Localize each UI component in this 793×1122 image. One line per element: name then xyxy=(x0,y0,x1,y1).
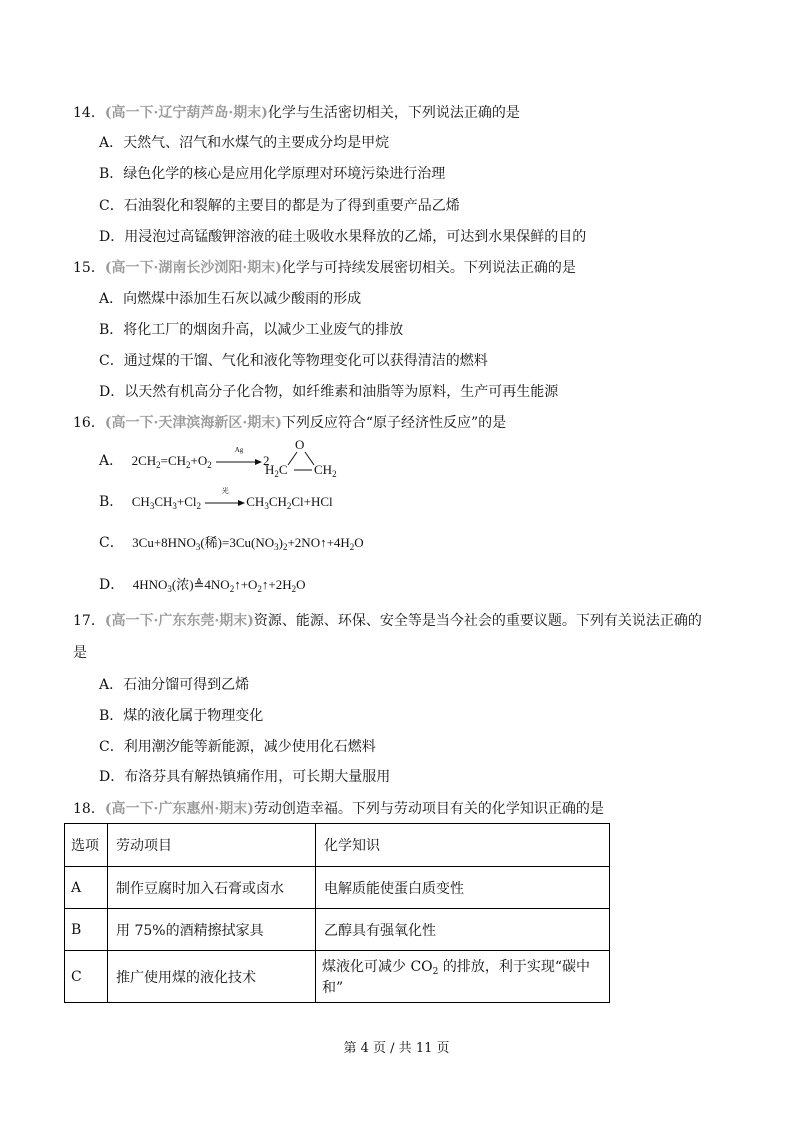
question-number: 14． xyxy=(73,105,105,121)
eq-term: O xyxy=(354,535,364,550)
option-label: C． xyxy=(99,535,124,551)
equation-d xyxy=(133,577,306,592)
table-row xyxy=(65,867,610,909)
eq-subscript: 2 xyxy=(291,584,297,594)
question-text: 劳动创造幸福。下列与劳动项目有关的化学知识正确的是 xyxy=(253,801,604,817)
eq-term: 2CH xyxy=(131,453,157,468)
question-number: 16． xyxy=(73,415,105,431)
table-cell-project: 推广使用煤的液化技术 xyxy=(108,951,316,1003)
eq-subscript: 3 xyxy=(172,501,177,511)
table-header-cell: 选项 xyxy=(65,824,108,867)
eq-term: +Cl xyxy=(176,494,197,509)
question-source: (高一下·湖南长沙浏阳·期末) xyxy=(104,260,282,276)
question-16-stem xyxy=(73,413,506,433)
option-d: D．布洛芬具有解热镇痛作用，可长期大量服用 xyxy=(99,769,391,785)
table-cell-option: B xyxy=(65,909,108,951)
eq-subscript: 2 xyxy=(257,584,262,594)
reaction-arrow xyxy=(216,446,262,468)
eq-subscript: 2 xyxy=(349,542,355,552)
question-text: 化学与生活密切相关，下列说法正确的是 xyxy=(267,105,520,121)
eq-subscript: 3 xyxy=(167,584,172,594)
option-b: B．煤的液化属于物理变化 xyxy=(99,708,264,724)
arrow-condition: Ag xyxy=(234,446,244,455)
arrow-condition: 光 xyxy=(221,487,229,496)
table-cell-project: 制作豆腐时加入石膏或卤水 xyxy=(108,867,316,909)
eq-subscript: 3 xyxy=(274,542,279,552)
question-text: 资源、能源、环保、安全等是当今社会的重要议题。下列有关说法正确的 xyxy=(253,613,702,629)
eq-subscript: 2 xyxy=(286,501,292,511)
question-number: 15． xyxy=(73,260,105,276)
eq-term: +O xyxy=(190,453,208,468)
labor-knowledge-table xyxy=(64,823,610,1003)
epoxide-right-carbon xyxy=(314,462,337,482)
page-footer: 第 4 页 / 共 11 页 xyxy=(343,1041,450,1056)
table-cell-option: A xyxy=(65,867,108,909)
table-row xyxy=(65,909,610,951)
option-c: C．石油裂化和裂解的主要目的都是为了得到重要产品乙烯 xyxy=(99,198,460,214)
epoxide-left-carbon xyxy=(265,462,288,482)
eq-term: +2NO↑+4H xyxy=(287,535,350,550)
epoxide-structure xyxy=(265,439,345,479)
table-cell-knowledge: 乙醇具有强氧化性 xyxy=(316,909,610,951)
question-text: 下列反应符合“原子经济性反应”的是 xyxy=(281,415,507,431)
question-17-stem-continued: 是 xyxy=(73,645,87,661)
eq-term: =CH xyxy=(160,453,187,468)
eq-term: H xyxy=(265,462,275,477)
option-c: C．利用潮汐能等新能源，减少使用化石燃料 xyxy=(99,739,376,755)
eq-term: C xyxy=(278,462,288,477)
knowledge-text: 煤液化可减少 CO xyxy=(322,959,433,975)
question-14-stem xyxy=(73,103,520,123)
eq-term: ) xyxy=(278,535,283,550)
knowledge-subscript: 2 xyxy=(432,967,439,977)
table-header-cell: 化学知识 xyxy=(316,824,610,867)
eq-term: 4HNO xyxy=(132,577,168,592)
knowledge-text: 的排放，利于实现“碳中和” xyxy=(322,959,590,996)
epoxide-oxygen: O xyxy=(295,437,305,452)
eq-term: ↑+2H xyxy=(261,577,292,592)
question-text: 化学与可持续发展密切相关。下列说法正确的是 xyxy=(281,260,576,276)
option-label: D． xyxy=(99,577,125,593)
option-d xyxy=(99,575,306,599)
eq-term: CH xyxy=(246,494,265,509)
eq-term: CH xyxy=(154,494,173,509)
eq-subscript: 3 xyxy=(264,501,269,511)
equation-b xyxy=(131,487,333,511)
option-label: A． xyxy=(99,453,124,469)
eq-term: CH xyxy=(131,494,150,509)
eq-subscript: 2 xyxy=(274,469,279,479)
option-d: D．以天然有机高分子化合物，如纤维素和油脂等为原料，生产可再生能源 xyxy=(99,384,559,400)
eq-term: O xyxy=(296,577,306,592)
eq-subscript: 3 xyxy=(149,501,155,511)
option-label: B． xyxy=(99,494,124,510)
table-cell-option: C xyxy=(65,951,108,1003)
eq-term: CH xyxy=(314,462,333,477)
eq-subscript: 2 xyxy=(207,460,212,470)
eq-term: 3Cu+8HNO xyxy=(132,535,196,550)
eq-subscript: 2 xyxy=(332,469,337,479)
option-a: A．向燃煤中添加生石灰以减少酸雨的形成 xyxy=(99,291,362,307)
table-header-row xyxy=(65,824,610,867)
table-cell-project: 用 75%的酒精擦拭家具 xyxy=(108,909,316,951)
question-number: 17． xyxy=(73,613,105,629)
option-b xyxy=(99,487,333,516)
question-source: (高一下·天津滨海新区·期末) xyxy=(104,415,282,431)
reaction-arrow xyxy=(205,487,245,509)
eq-subscript: 3 xyxy=(195,542,201,552)
equation-a xyxy=(131,446,270,470)
arrow-right-icon xyxy=(205,497,245,509)
eq-subscript: 2 xyxy=(282,542,288,552)
eq-coefficient: 2 xyxy=(263,453,270,468)
eq-subscript: 2 xyxy=(196,501,201,511)
eq-term: (浓)≜4NO xyxy=(171,577,230,592)
question-17-stem xyxy=(73,611,702,631)
option-d: D．用浸泡过高锰酸钾溶液的硅土吸收水果释放的乙烯，可达到水果保鲜的目的 xyxy=(99,229,587,245)
eq-term: Cl+HCl xyxy=(291,494,333,509)
option-c xyxy=(99,533,364,557)
eq-subscript: 2 xyxy=(186,460,191,470)
question-18-stem xyxy=(73,799,604,819)
eq-term: CH xyxy=(268,494,287,509)
eq-term: ↑+O xyxy=(234,577,258,592)
eq-subscript: 2 xyxy=(229,584,235,594)
option-b: B．将化工厂的烟囱升高，以减少工业废气的排放 xyxy=(99,322,404,338)
question-source: (高一下·广东惠州·期末) xyxy=(104,801,254,817)
table-header-cell: 劳动项目 xyxy=(108,824,316,867)
question-15-stem xyxy=(73,258,576,278)
option-c: C．通过煤的干馏、气化和液化等物理变化可以获得清洁的燃料 xyxy=(99,353,488,369)
table-cell-knowledge xyxy=(316,951,610,1003)
option-a: A．石油分馏可得到乙烯 xyxy=(99,677,250,693)
table-cell-knowledge: 电解质能使蛋白质变性 xyxy=(316,867,610,909)
option-a: A．天然气、沼气和水煤气的主要成分均是甲烷 xyxy=(99,135,390,151)
option-a xyxy=(99,446,270,475)
arrow-right-icon xyxy=(216,456,262,468)
eq-term: (稀)=3Cu(NO xyxy=(200,535,275,550)
eq-subscript: 2 xyxy=(156,460,161,470)
table-row xyxy=(65,951,610,1003)
question-source: (高一下·广东东莞·期末) xyxy=(104,613,254,629)
question-number: 18． xyxy=(73,801,105,817)
option-b: B．绿色化学的核心是应用化学原理对环境污染进行治理 xyxy=(99,166,446,182)
equation-c xyxy=(132,535,364,550)
question-source: (高一下·辽宁葫芦岛·期末) xyxy=(104,105,268,121)
